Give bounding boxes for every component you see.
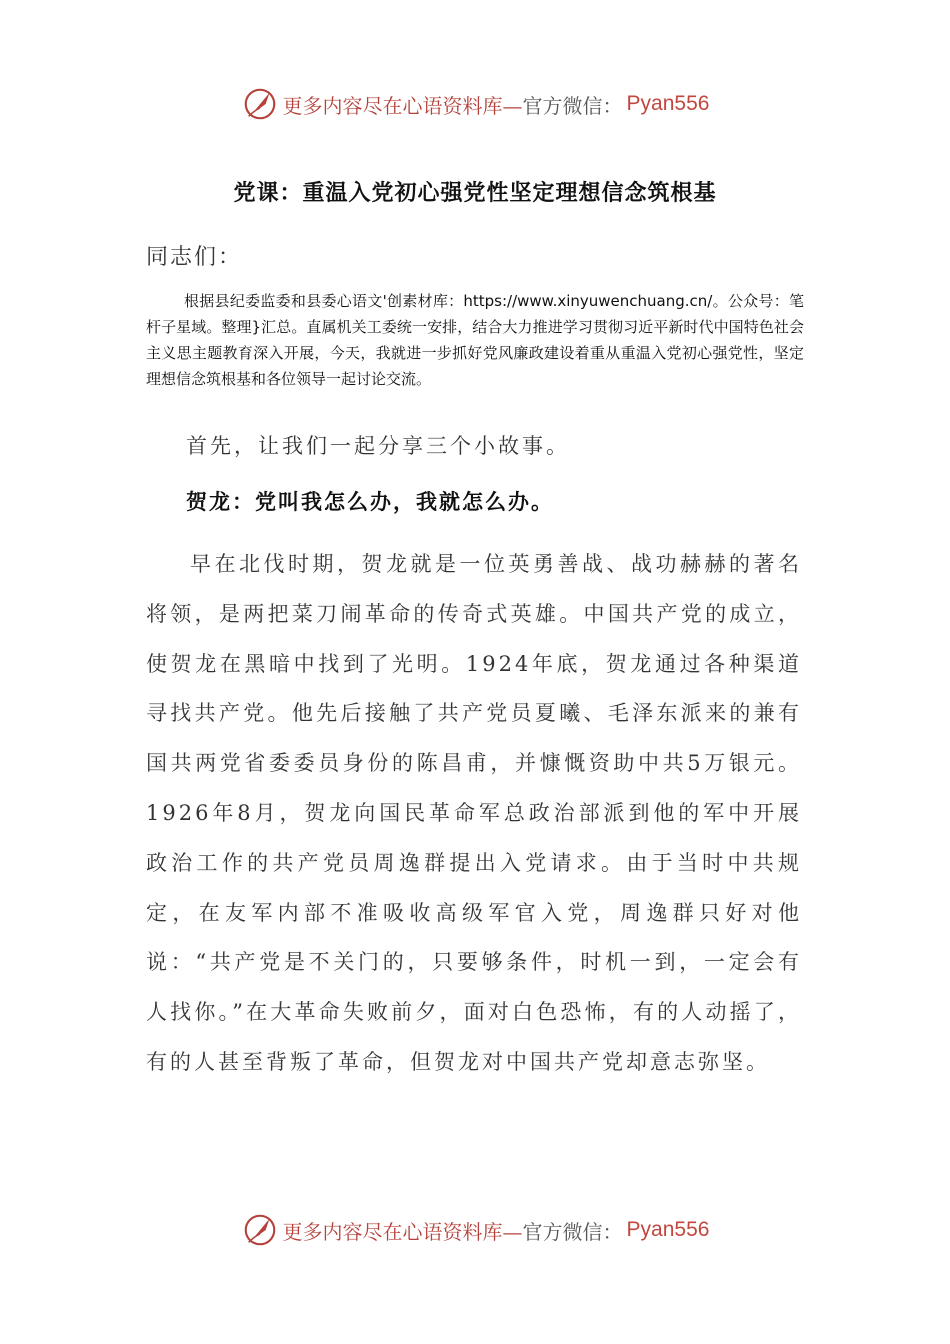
- story-paragraph: 早在北伐时期，贺龙就是一位英勇善战、战功赫赫的著名将领，是两把菜刀闹革命的传奇式英雄。中国共产党的成立，使贺龙在黑暗中找到了光明。1924年底，贺龙通过各种渠道寻找共产党。他先后接触了共产党员夏曦、毛泽东派来的兼有国共两党省委委员身份的陈昌甫，并慷慨资助中共5万银元。1926年8月，贺龙向国民革命军总政治部派到他的军中开展政治工作的共产党员周逸群提出入党请求。由于当时中共规定，在友军内部不准吸收高级军官入党，周逸群只好对他说：“共产党是不关门的，只要够条件，时机一到，一定会有人找你。”在大革命失败前夕，面对白色恐怖，有的人动摇了，有的人甚至背叛了革命，但贺龙对中国共产党却意志弥坚。: [146, 552, 802, 1074]
- banner-site-text: 更多内容尽在心语资料库—: [282, 1219, 523, 1244]
- section-heading: 贺龙：党叫我怎么办，我就怎么办。: [186, 489, 554, 514]
- banner-wechat-label: 官方微信：: [522, 1219, 623, 1244]
- quill-logo-icon: [241, 1211, 279, 1249]
- banner-wechat-label: 官方微信：: [522, 93, 623, 118]
- footer-banner: [0, 1208, 950, 1252]
- banner-wechat-id: Pyan556: [626, 92, 710, 115]
- banner-wechat-id: Pyan556: [626, 1218, 710, 1241]
- greeting: 同志们：: [146, 245, 243, 270]
- quill-logo-icon: [241, 85, 279, 123]
- page-title: 党课：重温入党初心强党性坚定理想信念筑根基: [233, 180, 717, 206]
- opening-line: 首先，让我们一起分享三个小故事。: [186, 434, 570, 458]
- intro-paragraph: 根据县纪委监委和县委心语文'创素材库：https://www.xinyuwenchuang.cn/。公众号：笔杆子星域。整理}汇总。直属机关工委统一安排，结合大力推进学习贯彻习近平新时代中国特色社会主义思主题教育深入开展，今天，我就进一步抓好党风廉政建设着重从重温入党初心强党性，坚定理想信念筑根基和各位领导一起讨论交流。: [146, 292, 804, 388]
- banner-site-text: 更多内容尽在心语资料库—: [282, 93, 523, 118]
- header-banner: [0, 82, 950, 126]
